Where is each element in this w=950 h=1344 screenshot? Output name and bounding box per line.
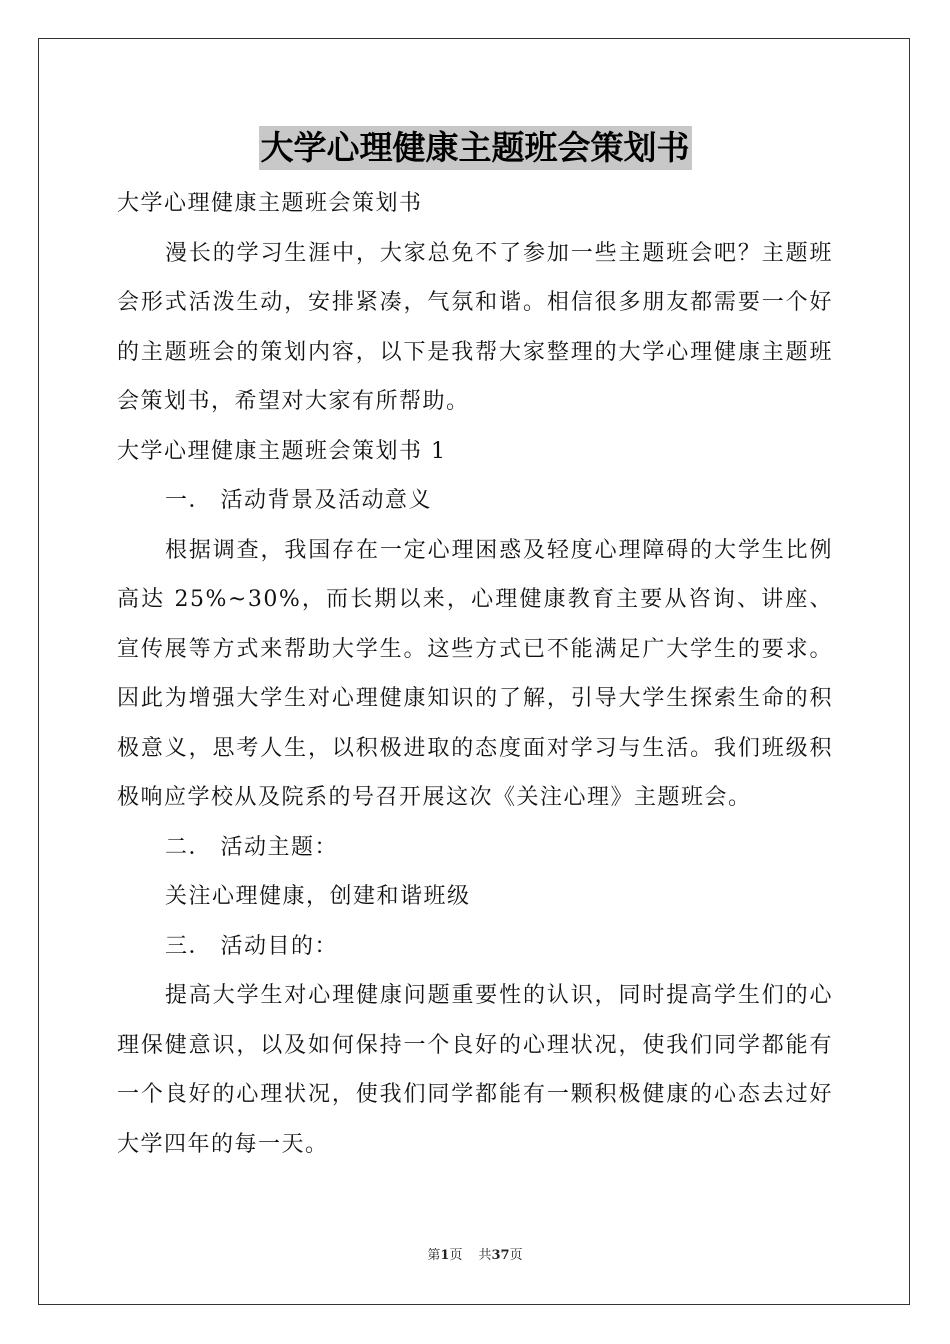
- heading-theme: 二． 活动主题：: [165, 834, 338, 860]
- theme-paragraph: 关注心理健康，创建和谐班级: [165, 884, 471, 909]
- footer-total-prefix: 共: [478, 1248, 492, 1263]
- purpose-paragraph: 提高大学生对心理健康问题重要性的认识，同时提高学生们的心理保健意识，以及如何保持一个良好的心理状况，使我们同学都能有一个良好的心理状况，使我们同学都能有一颗积极健康的心态去过好大学四年的每一天。: [117, 983, 833, 1157]
- footer-page-prefix: 第: [427, 1248, 441, 1263]
- document-subtitle: 大学心理健康主题班会策划书: [117, 191, 423, 216]
- title-wrap: [0, 126, 950, 170]
- document-body: [117, 179, 833, 1169]
- footer-page-number: 1: [440, 1248, 450, 1263]
- document-title: 大学心理健康主题班会策划书: [259, 126, 692, 170]
- page-footer: [0, 1247, 950, 1265]
- heading-background: 一． 活动背景及活动意义: [165, 488, 432, 513]
- background-paragraph: 根据调查，我国存在一定心理困惑及轻度心理障碍的大学生比例高达 25%~30%，而长期以来，心理健康教育主要从咨询、讲座、宣传展等方式来帮助大学生。这些方式已不能满足广大学生的要求。因此为增强大学生对心理健康知识的了解，引导大学生探索生命的积极意义，思考人生，以积极进取的态度面对学习与生活。我们班级积极响应学校从及院系的号召开展这次《关注心理》主题班会。: [117, 537, 833, 810]
- footer-total-number: 37: [491, 1248, 510, 1263]
- footer-total-suffix: 页: [509, 1248, 523, 1263]
- intro-paragraph: 漫长的学习生涯中，大家总免不了参加一些主题班会吧？主题班会形式活泼生动，安排紧凑，气氛和谐。相信很多朋友都需要一个好的主题班会的策划内容，以下是我帮大家整理的大学心理健康主题班会策划书，希望对大家有所帮助。: [117, 240, 833, 414]
- section-title: 大学心理健康主题班会策划书 1: [117, 438, 447, 464]
- heading-purpose: 三． 活动目的：: [165, 933, 338, 959]
- footer-page-suffix: 页: [449, 1248, 463, 1263]
